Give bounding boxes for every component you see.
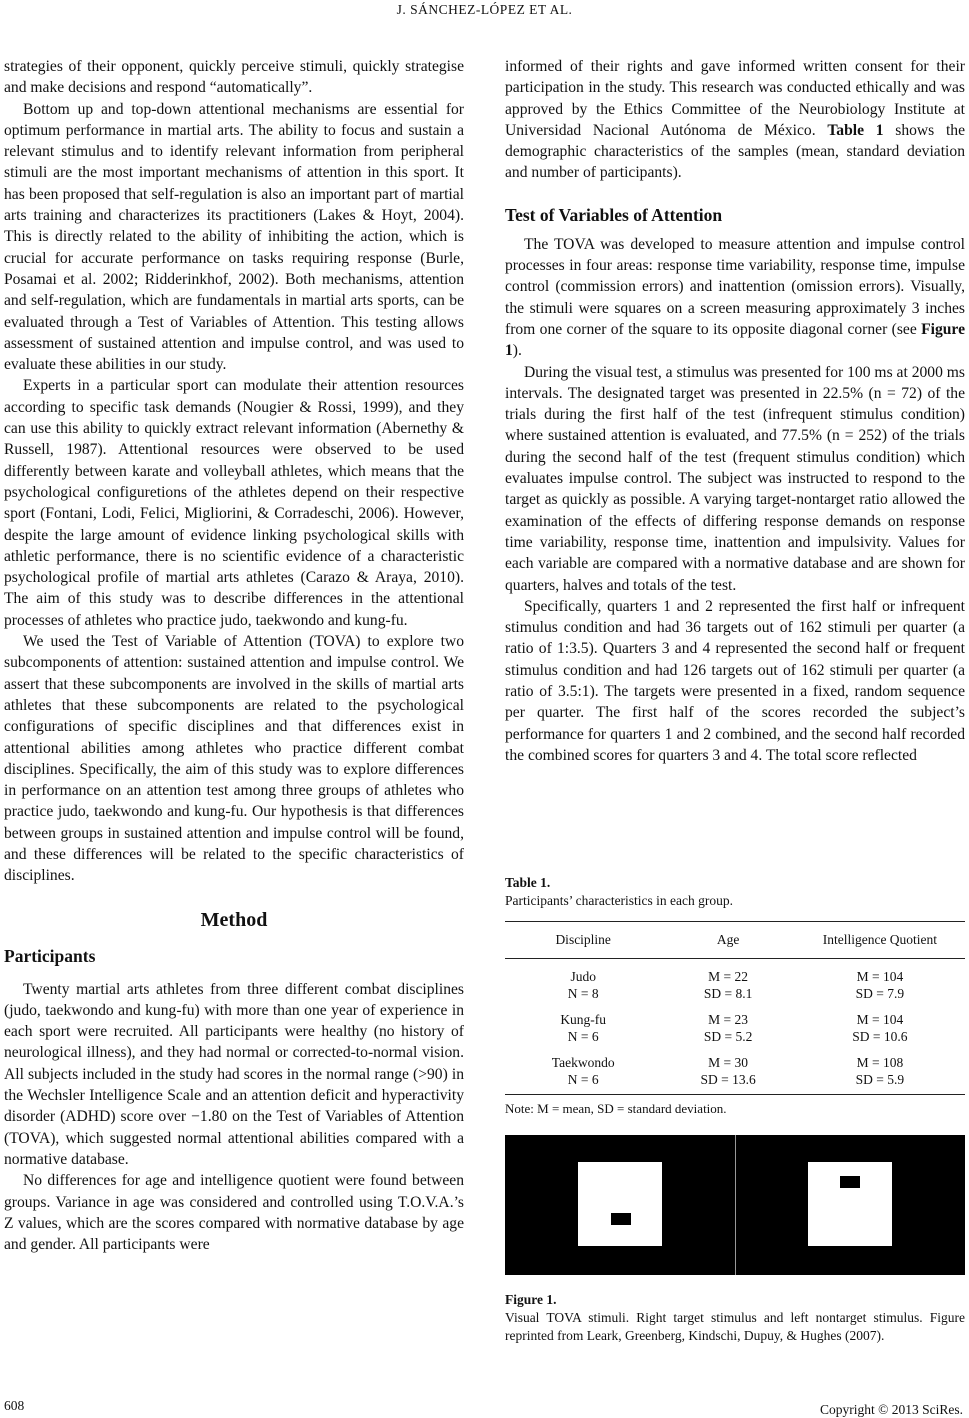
table-cell: M = 30 SD = 13.6 [661,1048,794,1095]
figure-caption-text: Visual TOVA stimuli. Right target stimulus and left nontarget stimulus. Figure reprinted from Leark, Greenberg, Kindschi, Dupuy, & Hughes (2007). [505,1310,965,1343]
table-cell: Taekwondo N = 6 [505,1048,661,1095]
tova-stimuli-figure [505,1135,965,1275]
table-title: Participants’ characteristics in each group. [505,893,734,908]
right-column [505,56,965,766]
paragraph: Twenty martial arts athletes from three different combat disciplines (judo, taekwondo and kung-fu) with more than one year of experience in each sport were recruited. All participants were healthy (no history of neurological illness), and they had normal or corrected-to-normal vision. All subjects included in the study had scores in the normal range (>90) in the Wechsler Intelligence Scale and an attention deficit and hyperactivity disorder (ADHD) score over −1.80 on the Test of Variables of Attention (TOVA), which suggested normal attentional abilities compared with a normative database. [4,980,464,1168]
figure-caption [505,1291,965,1345]
table-cell: M = 108 SD = 5.9 [795,1048,965,1095]
table-label: Table 1. [505,875,551,890]
paragraph: Experts in a particular sport can modulate their attention resources according to specific task demands (Nougier & Rossi, 1999), and they can use this ability to quickly extract relevant information (Abernethy & Russell, 1987). Attentional resources were observed to be used differently between karate and volleyball athletes, which means that the psychological configuretions of the athletes depend on their respective sport (Fontani, Lodi, Felici, Migliorini, & Corradeschi, 2006). However, despite the large amount of evidence linking psychological skills with athletic performance, there is no scientific evidence of a characteristic psychological profile of martial arts athletes (Carazo & Araya, 2010). The aim of this study was to describe differences in the attentional processes of athletes who practice judo, taekwondo and kung-fu. [4,377,464,629]
table-row [505,1048,965,1095]
table-row [505,1005,965,1048]
table-row [505,959,965,1006]
table-cell: M = 104 SD = 7.9 [855,969,905,1001]
text-run: ). [512,342,522,360]
participants-heading: Participants [4,945,96,966]
paragraph [505,56,965,184]
lower-marker [611,1213,631,1225]
left-column [4,56,464,1255]
running-head: J. SÁNCHEZ-LÓPEZ ET AL. [396,2,573,17]
paragraph: During the visual test, a stimulus was presented for 100 ms at 2000 ms intervals. The designated target was presented in 22.5% (n = 72) of the trials during the first half of the test (infrequent stimulus condition) where sustained attention is evaluated, and 77.5% (n = 252) of the trials during the second half of the test (frequent stimulus condition) which evaluates impulse control. The subject was instructed to respond to the target as quickly as possible. A varying target-nontarget ratio allowed the examination of the effects of differing response demands on response time variability, response time, inattention and impulsivity. Values for each variable are compared with a normative database and are shown for quarters, halves and totals of the test. [505,363,965,594]
table-reference: Table 1 [827,121,884,139]
column-header: Intelligence Quotient [795,922,965,959]
paragraph: No differences for age and intelligence quotient were found between groups. Variance in age was considered and controlled using T.O.V.A.’s Z values, which are the scores compared with normative database by age and gender. All participants were [4,1172,464,1254]
stimulus-square [808,1162,892,1246]
stimulus-square [578,1162,662,1246]
table-cell: M = 22 SD = 8.1 [703,969,753,1001]
table-note: Note: M = mean, SD = standard deviation. [505,1101,727,1116]
paragraph: We used the Test of Variable of Attention (TOVA) to explore two subcomponents of attention: sustained attention and impulse control. We assert that these subcomponents are involved in the skills of martial arts athletes that these subcomponents are related to the psychological configurations of specific disciplines and that differences exist in attentional abilities among athletes who practice different combat disciplines. Specifically, the aim of this study was to explore differences in performance on an attention test among three groups of athletes who practice judo, taekwondo and kung-fu. Our hypothesis is that differences between groups in sustained attention and impulse control will be found, and these differences will be related to the specific characteristics of disciplines. [4,633,464,885]
table-cell: Judo N = 8 [567,969,599,1001]
text-run: informed of their rights and gave informed written consent for their participation in the study. This research was conducted ethically and was approved by the Ethics Committee of the Neurobiology Institute at Universidad Nacional Autónoma de México. [505,58,965,139]
table-caption [505,874,965,910]
table-cell: M = 104 SD = 10.6 [852,1012,908,1044]
tova-heading: Test of Variables of Attention [505,204,723,225]
nontarget-stimulus-panel [505,1135,736,1275]
text-run: shows the demographic characteristics of the samples (mean, standard deviation and number of participants). [505,121,966,182]
column-header: Discipline [505,922,661,959]
figure-label: Figure 1. [505,1292,557,1307]
column-header: Age [661,922,794,959]
paragraph [505,234,965,362]
paragraph: Bottom up and top-down attentional mechanisms are essential for optimum performance in martial arts. The ability to focus and sustain a relevant stimulus and to identify relevant information from peripheral stimuli are the most important mechanisms of attention in this sport. It has been proposed that self-regulation is also an important part of martial arts training and characterizes its practitioners (Lakes & Hoyt, 2004). This is directly related to the ability of inhibiting the action, which is crucial for accurate performance on tasks requiring response (Burle, Posamai et al. 2002; Ridderinkhof, 2002). Both mechanisms, attention and self-regulation, which are fundamentals in martial arts sports, can be evaluated through a Test of Variables of Attention. This testing allows assessment of sustained attention and impulse control, and was used to evaluate these abilities in our study. [4,100,464,374]
participants-table [505,921,965,1095]
paragraph: Specifically, quarters 1 and 2 represented the first half or infrequent stimulus condition and had 36 targets out of 162 stimuli per quarter (a ratio of 1:3.5). Quarters 3 and 4 represented the second half or frequent stimulus condition and had 126 targets out of 162 stimuli per quarter (a ratio of 3.5:1). The targets were presented in a fixed, random sequence per quarter. The first half of the scores recorded the subject’s performance for quarters 1 and 2 combined, and the second half recorded the combined scores for quarters 3 and 4. The total score reflected [505,597,965,764]
table-header-row [505,922,965,959]
copyright-notice: Copyright © 2013 SciRes. [819,1402,963,1417]
page-number: 608 [4,1398,25,1413]
text-run: The TOVA was developed to measure attention and impulse control processes in four areas: response time variability, response time, impulse control (commission errors) and inattention (omission errors). Visually, the stimuli were squares on a screen measuring approximately 3 inches from one corner of the square to its opposite diagonal corner (see [505,235,965,338]
table-cell: M = 23 SD = 5.2 [703,1012,753,1044]
upper-marker [840,1176,860,1188]
method-heading: Method [200,908,268,931]
table-cell: Kung-fu N = 6 [560,1012,607,1044]
figure-reference: Figure 1 [505,320,965,360]
target-stimulus-panel [736,1135,966,1275]
paragraph: strategies of their opponent, quickly perceive stimuli, quickly strategise and make decisions and respond “automatically”. [4,58,464,97]
